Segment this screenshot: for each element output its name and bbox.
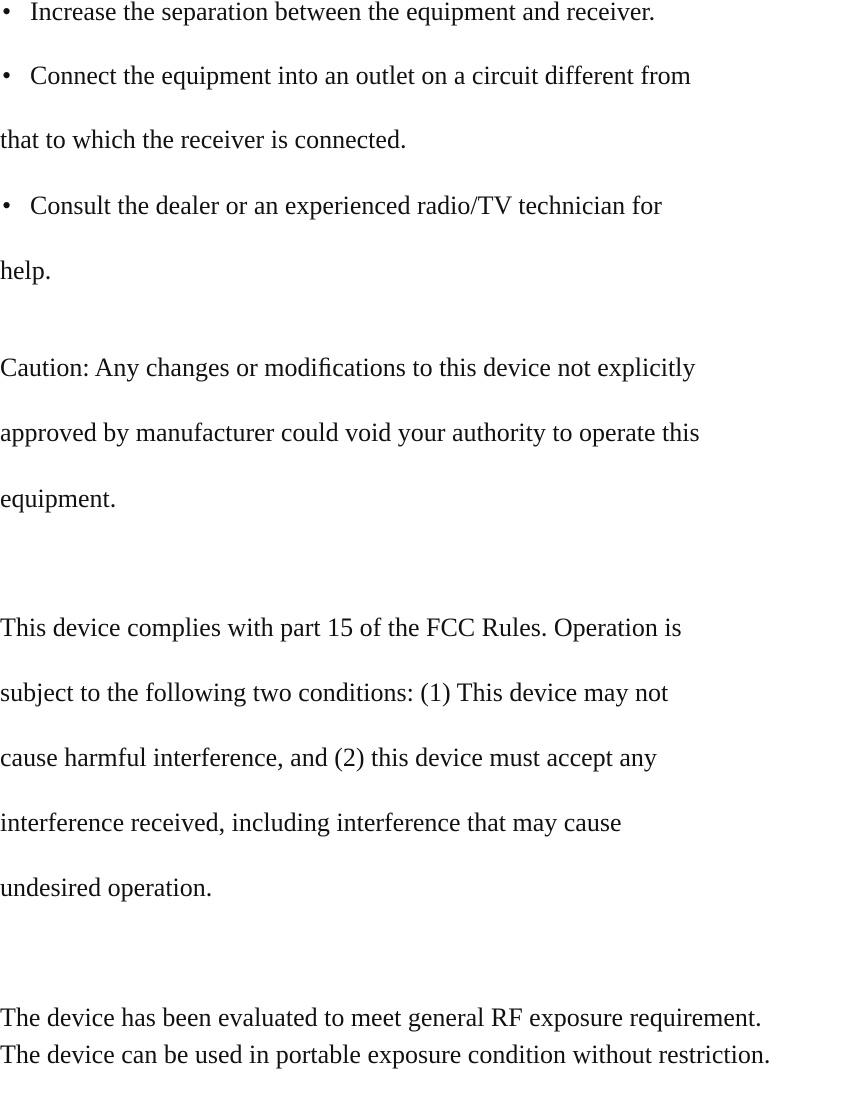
bullet-continuation-line: that to which the receiver is connected.: [0, 125, 407, 154]
fcc-statement-line: This device complies with part 15 of the FCC Rules. Operation is: [0, 613, 682, 642]
caution-line: equipment.: [0, 484, 117, 513]
bullet-text: Increase the separation between the equipment and receiver.: [30, 0, 656, 26]
bullet-icon: •: [2, 0, 12, 26]
fcc-statement-line: interference received, including interference that may cause: [0, 808, 622, 837]
fcc-statement-line: undesired operation.: [0, 873, 213, 902]
bullet-continuation-line: help.: [0, 256, 52, 285]
bullet-icon: •: [2, 191, 12, 220]
bullet-icon: •: [2, 61, 12, 90]
fcc-statement-line: cause harmful interference, and (2) this device must accept any: [0, 743, 657, 772]
rf-exposure-line: The device can be used in portable exposure condition without restriction.: [0, 1040, 771, 1069]
caution-line: Caution: Any changes or modiﬁcations to this device not explicitly: [0, 353, 696, 382]
bullet-item-consult-dealer: [0, 191, 662, 221]
rf-exposure-line: The device has been evaluated to meet general RF exposure requirement.: [0, 1003, 762, 1032]
bullet-text: Consult the dealer or an experienced radio/TV technician for: [30, 191, 662, 220]
caution-line: approved by manufacturer could void your authority to operate this: [0, 418, 700, 447]
bullet-item-increase-separation: [0, 0, 655, 27]
bullet-item-connect-outlet: [0, 61, 691, 91]
bullet-text: Connect the equipment into an outlet on a circuit different from: [30, 61, 691, 90]
fcc-statement-line: subject to the following two conditions: (1) This device may not: [0, 678, 669, 707]
